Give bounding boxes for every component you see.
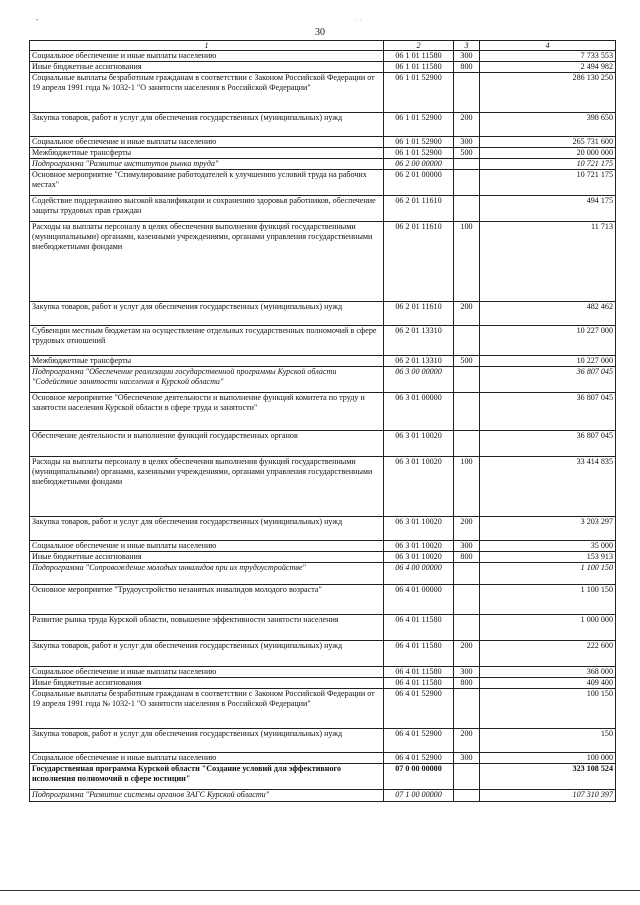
page-bottom-rule [0,890,640,891]
row-expense-type [454,431,480,457]
row-expense-type [454,159,480,170]
row-code: 06 2 01 11610 [384,196,454,222]
row-code: 06 1 01 52900 [384,73,454,113]
table-header-row [30,41,616,51]
table-row [30,552,616,563]
row-name: Иные бюджетные ассигнования [30,62,384,73]
scan-mark-left: • [36,18,39,24]
budget-table [29,40,616,802]
row-code: 06 3 00 00000 [384,367,454,393]
row-expense-type: 200 [454,641,480,667]
table-row [30,62,616,73]
row-name: Социальное обеспечение и иные выплаты населению [30,51,384,62]
row-expense-type: 300 [454,51,480,62]
row-amount: 1 000 000 [480,615,616,641]
row-name: Подпрограмма "Обеспечение реализации государственной программы Курской области "Содействие занятости населения в Курской области" [30,367,384,393]
row-name: Иные бюджетные ассигнования [30,678,384,689]
row-expense-type [454,563,480,585]
table-row [30,170,616,196]
row-code: 06 4 01 00000 [384,585,454,615]
row-amount: 36 807 045 [480,367,616,393]
row-expense-type [454,73,480,113]
row-name: Субвенции местным бюджетам на осуществление отдельных государственных полномочий в сфере трудовых отношений [30,326,384,356]
row-code: 06 3 01 10020 [384,431,454,457]
table-row [30,137,616,148]
table-row [30,541,616,552]
row-amount: 398 650 [480,113,616,137]
row-expense-type: 800 [454,678,480,689]
table-row [30,585,616,615]
row-name: Социальное обеспечение и иные выплаты населению [30,137,384,148]
row-code: 06 1 01 52900 [384,137,454,148]
row-amount: 35 000 [480,541,616,552]
row-expense-type: 300 [454,753,480,764]
row-expense-type [454,585,480,615]
row-code: 06 1 01 52900 [384,113,454,137]
row-amount: 33 414 835 [480,457,616,517]
row-amount: 222 600 [480,641,616,667]
table-row [30,51,616,62]
header-col-4: 4 [480,41,616,51]
row-code: 06 3 01 10020 [384,517,454,541]
row-code: 06 3 01 10020 [384,541,454,552]
row-code: 06 2 01 00000 [384,170,454,196]
row-amount: 11 713 [480,222,616,302]
row-name: Подпрограмма "Развитие системы органов ЗАГС Курской области" [30,790,384,802]
row-name: Закупка товаров, работ и услуг для обеспечения государственных (муниципальных) нужд [30,302,384,326]
row-code: 06 1 01 11580 [384,51,454,62]
row-amount: 10 721 175 [480,159,616,170]
row-code: 06 1 01 11580 [384,62,454,73]
table-row [30,790,616,802]
row-expense-type: 500 [454,148,480,159]
table-row [30,159,616,170]
row-name: Основное мероприятие "Трудоустройство незанятых инвалидов молодого возраста" [30,585,384,615]
row-code: 06 4 01 11580 [384,667,454,678]
row-code: 07 1 00 00000 [384,790,454,802]
table-body [30,51,616,802]
row-expense-type [454,393,480,431]
page-number: 30 [315,27,325,38]
row-name: Основное мероприятие "Обеспечение деятельности и выполнение функций комитета по труду и занятости населения Курской области в сфере труда и занятости" [30,393,384,431]
row-name: Социальное обеспечение и иные выплаты населению [30,667,384,678]
row-code: 06 4 01 52900 [384,753,454,764]
table-row [30,615,616,641]
row-expense-type: 200 [454,729,480,753]
row-name: Закупка товаров, работ и услуг для обеспечения государственных (муниципальных) нужд [30,517,384,541]
row-amount: 323 108 524 [480,764,616,790]
row-name: Расходы на выплаты персоналу в целях обеспечения выполнения функций государственными (муниципальными) органами, казенными учреждениями, органами управления государственными внебюджетными фондами [30,222,384,302]
row-code: 06 4 01 11580 [384,641,454,667]
row-amount: 1 100 150 [480,585,616,615]
row-expense-type: 300 [454,541,480,552]
row-name: Расходы на выплаты персоналу в целях обеспечения выполнения функций государственными (муниципальными) органами, казенными учреждениями, органами управления государственными внебюджетными фондами [30,457,384,517]
row-code: 06 4 01 52900 [384,689,454,729]
row-amount: 150 [480,729,616,753]
table-row [30,678,616,689]
row-name: Подпрограмма "Сопровождение молодых инвалидов при их трудоустройстве" [30,563,384,585]
row-expense-type: 200 [454,517,480,541]
row-amount: 7 733 553 [480,51,616,62]
table-row [30,73,616,113]
row-expense-type [454,689,480,729]
row-expense-type: 800 [454,62,480,73]
table-row [30,148,616,159]
row-code: 06 4 00 00000 [384,563,454,585]
row-name: Закупка товаров, работ и услуг для обеспечения государственных (муниципальных) нужд [30,729,384,753]
table-row [30,457,616,517]
table-row [30,667,616,678]
row-name: Иные бюджетные ассигнования [30,552,384,563]
header-col-3: 3 [454,41,480,51]
table-row [30,563,616,585]
table-row [30,729,616,753]
row-code: 06 4 01 52900 [384,729,454,753]
row-code: 06 2 01 13310 [384,356,454,367]
header-col-2: 2 [384,41,454,51]
table-row [30,641,616,667]
table-row [30,517,616,541]
row-amount: 36 807 045 [480,393,616,431]
table-row [30,753,616,764]
row-name: Содействие поддержанию высокой квалификации и сохранению здоровья работников, обеспечение защиты трудовых прав граждан [30,196,384,222]
table-row [30,367,616,393]
row-name: Закупка товаров, работ и услуг для обеспечения государственных (муниципальных) нужд [30,641,384,667]
table-row [30,326,616,356]
table-row [30,393,616,431]
row-expense-type [454,790,480,802]
row-expense-type: 100 [454,222,480,302]
row-code: 06 1 01 52900 [384,148,454,159]
row-amount: 10 227 000 [480,326,616,356]
row-code: 06 4 01 11580 [384,615,454,641]
row-name: Обеспечение деятельности и выполнение функций государственных органов [30,431,384,457]
row-amount: 100 000 [480,753,616,764]
row-expense-type: 800 [454,552,480,563]
row-amount: 368 000 [480,667,616,678]
row-code: 06 2 01 11610 [384,302,454,326]
table-row [30,302,616,326]
row-name: Государственная программа Курской области "Создание условий для эффективного исполнения полномочий в сфере юстиции" [30,764,384,790]
row-expense-type: 300 [454,137,480,148]
row-name: Межбюджетные трансферты [30,356,384,367]
table-row [30,113,616,137]
row-code: 06 2 01 13310 [384,326,454,356]
row-code: 06 3 01 10020 [384,552,454,563]
row-amount: 20 000 000 [480,148,616,159]
row-amount: 494 175 [480,196,616,222]
table-row [30,356,616,367]
table-row [30,222,616,302]
row-amount: 10 721 175 [480,170,616,196]
row-amount: 482 462 [480,302,616,326]
row-amount: 10 227 000 [480,356,616,367]
row-name: Основное мероприятие "Стимулирование работодателей к улучшению условий труда на рабочих местах" [30,170,384,196]
row-expense-type: 200 [454,302,480,326]
row-expense-type: 500 [454,356,480,367]
row-expense-type [454,615,480,641]
row-expense-type: 300 [454,667,480,678]
table-row [30,689,616,729]
row-expense-type [454,326,480,356]
row-expense-type: 100 [454,457,480,517]
table-row [30,196,616,222]
row-expense-type [454,367,480,393]
row-code: 06 2 01 11610 [384,222,454,302]
row-expense-type [454,170,480,196]
row-amount: 286 130 250 [480,73,616,113]
row-amount: 1 100 150 [480,563,616,585]
row-code: 06 4 01 11580 [384,678,454,689]
row-amount: 36 807 045 [480,431,616,457]
row-name: Социальные выплаты безработным гражданам в соответствии с Законом Российской Федерации от 19 апреля 1991 года № 1032-1 "О занятости населения в Российской Федерации" [30,73,384,113]
row-code: 06 2 00 00000 [384,159,454,170]
row-name: Социальное обеспечение и иные выплаты населению [30,753,384,764]
row-code: 06 3 01 10020 [384,457,454,517]
table-row [30,431,616,457]
row-expense-type [454,196,480,222]
header-col-1: 1 [30,41,384,51]
row-code: 06 3 01 00000 [384,393,454,431]
row-amount: 2 494 982 [480,62,616,73]
row-name: Социальное обеспечение и иные выплаты населению [30,541,384,552]
row-name: Межбюджетные трансферты [30,148,384,159]
row-amount: 100 150 [480,689,616,729]
row-name: Развитие рынка труда Курской области, повышение эффективности занятости населения [30,615,384,641]
row-amount: 409 400 [480,678,616,689]
row-expense-type [454,764,480,790]
row-name: Подпрограмма "Развитие институтов рынка труда" [30,159,384,170]
row-amount: 3 203 297 [480,517,616,541]
scan-mark-right: · · [356,18,362,24]
row-code: 07 0 00 00000 [384,764,454,790]
row-amount: 265 731 600 [480,137,616,148]
table-row [30,764,616,790]
row-amount: 107 310 397 [480,790,616,802]
row-amount: 153 913 [480,552,616,563]
row-name: Социальные выплаты безработным гражданам в соответствии с Законом Российской Федерации от 19 апреля 1991 года № 1032-1 "О занятости населения в Российской Федерации" [30,689,384,729]
row-name: Закупка товаров, работ и услуг для обеспечения государственных (муниципальных) нужд [30,113,384,137]
row-expense-type: 200 [454,113,480,137]
